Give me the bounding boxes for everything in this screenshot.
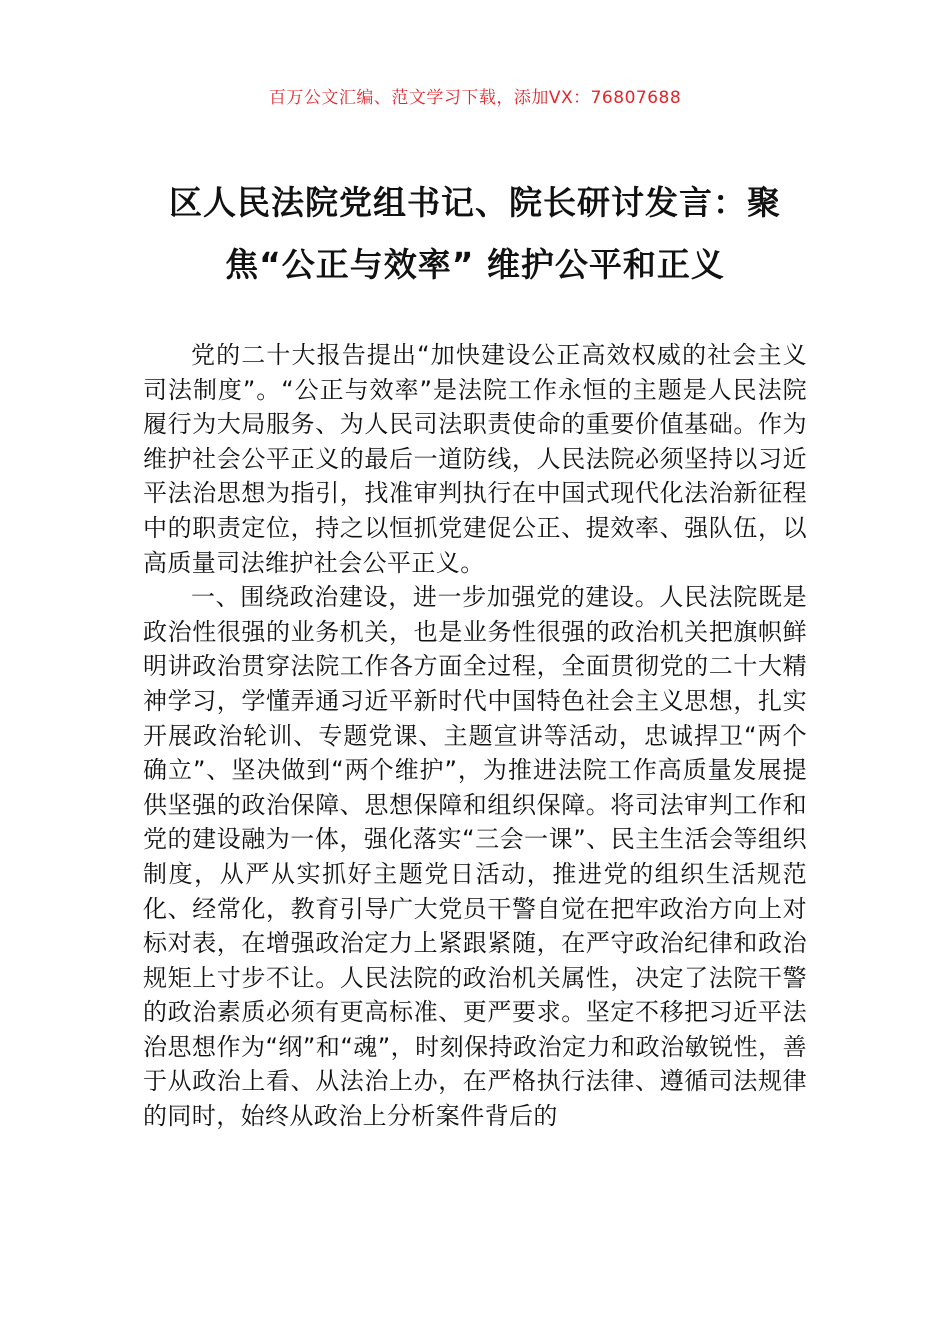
document-body: [143, 338, 807, 1134]
paragraph-intro: 党的二十大报告提出“加快建设公正高效权威的社会主义司法制度”。“公正与效率”是法院工作永恒的主题是人民法院履行为大局服务、为人民司法职责使命的重要价值基础。作为维护社会公平正义的最后一道防线，人民法院必须坚持以习近平法治思想为指引，找准审判执行在中国式现代化法治新征程中的职责定位，持之以恒抓党建促公正、提效率、强队伍，以高质量司法维护社会公平正义。: [143, 341, 807, 577]
paragraph-section-one: 一、围绕政治建设，进一步加强党的建设。人民法院既是政治性很强的业务机关，也是业务性很强的政治机关把旗帜鲜明讲政治贯穿法院工作各方面全过程，全面贯彻党的二十大精神学习，学懂弄通习近平新时代中国特色社会主义思想，扎实开展政治轮训、专题党课、主题宣讲等活动，忠诚捍卫“两个确立”、坚决做到“两个维护”，为推进法院工作高质量发展提供坚强的政治保障、思想保障和组织保障。将司法审判工作和党的建设融为一体，强化落实“三会一课”、民主生活会等组织制度，从严从实抓好主题党日活动，推进党的组织生活规范化、经常化，教育引导广大党员干警自觉在把牢政治方向上对标对表，在增强政治定力上紧跟紧随，在严守政治纪律和政治规矩上寸步不让。人民法院的政治机关属性，决定了法院干警的政治素质必须有更高标准、更严要求。坚定不移把习近平法治思想作为“纲”和“魂”，时刻保持政治定力和政治敏锐性，善于从政治上看、从法治上办，在严格执行法律、遵循司法规律的同时，始终从政治上分析案件背后的: [143, 583, 807, 1131]
title-line-2: 焦“公正与效率” 维护公平和正义: [225, 245, 725, 284]
document-title: [150, 172, 800, 296]
header-note: 百万公文汇编、范文学习下载，添加VX：76807688: [268, 88, 682, 108]
title-line-1: 区人民法院党组书记、院长研讨发言：聚: [169, 183, 781, 222]
